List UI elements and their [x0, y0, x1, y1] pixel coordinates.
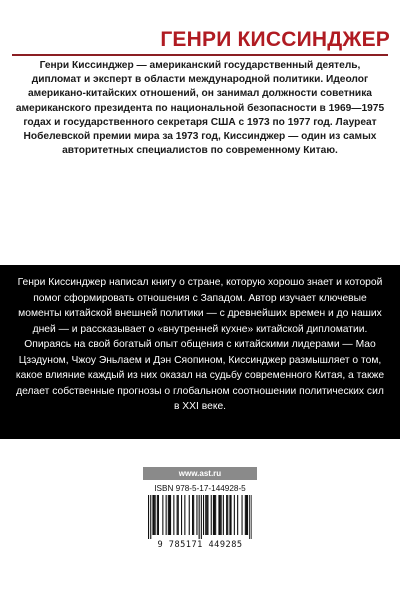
description-panel	[0, 265, 400, 439]
barcode-bar	[215, 495, 216, 535]
barcode-bar	[226, 495, 227, 535]
barcode-bar	[205, 495, 206, 535]
barcode-bar	[206, 495, 207, 535]
barcode-bar	[211, 495, 212, 535]
barcode-bar	[150, 495, 151, 539]
barcode-bar	[181, 495, 182, 535]
barcode-bar	[247, 495, 248, 535]
author-title: ГЕНРИ КИССИНДЖЕР	[160, 28, 390, 51]
barcode-bar	[213, 495, 214, 535]
barcode-bar	[214, 495, 215, 535]
barcode-bar	[193, 495, 194, 535]
barcode-bar	[223, 495, 224, 535]
publisher-url-strip	[143, 467, 257, 480]
barcode-bar	[192, 495, 193, 535]
barcode-bar	[170, 495, 171, 535]
barcode-bar	[173, 495, 174, 535]
barcode-bar	[168, 495, 169, 535]
barcode-bar	[246, 495, 247, 535]
barcode-bar	[249, 495, 250, 539]
barcode-bar	[245, 495, 246, 535]
barcode-bar	[203, 495, 204, 535]
ean-digits: 9 785171 449285	[157, 540, 243, 550]
barcode-bar	[251, 495, 252, 539]
barcode-bar	[220, 495, 221, 535]
barcode-bar	[207, 495, 208, 535]
isbn-label: ISBN 978-5-17-144928-5	[154, 484, 246, 493]
publisher-url: www.ast.ru	[178, 469, 222, 478]
barcode-bar	[229, 495, 230, 535]
barcode-bar	[237, 495, 238, 535]
barcode-bar	[218, 495, 219, 535]
barcode-bar	[199, 495, 200, 539]
barcode-bar	[231, 495, 232, 535]
barcode-bars	[148, 495, 252, 539]
barcode-bar	[221, 495, 222, 535]
barcode-bar	[189, 495, 190, 535]
barcode-bar	[166, 495, 167, 535]
title-divider	[12, 54, 388, 56]
barcode-bar	[184, 495, 185, 535]
barcode-block	[143, 467, 257, 564]
author-bio: Генри Киссинджер — американский государственный деятель, дипломат и эксперт в области международной политики. Идеолог американо-китайских отношений, он занимал должности советника американского президента по национальной безопасности в 1969—1975 годах и государственного секретаря США с 1973 по 1977 год. Лауреат Нобелевской премии мира за 1973 год, Киссинджер — один из самых авторитетных специалистов по современному Китаю.	[15, 60, 385, 157]
barcode-bar	[162, 495, 163, 535]
barcode-bar	[148, 495, 149, 539]
barcode-bar	[201, 495, 202, 539]
barcode-bar	[154, 495, 155, 535]
barcode-bar	[169, 495, 170, 535]
barcode-bar	[234, 495, 235, 535]
barcode-bar	[155, 495, 156, 535]
book-description: Генри Киссинджер написал книгу о стране, которую хорошо знает и которой помог сформировать отношения с Западом. Автор изучает ключевые моменты китайской внешней политики — с древнейших времен и до наших дней — и рассказывает о «внутренней кухне» китайской дипломатии. Опираясь на свой богатый опыт общения с китайскими лидерами — Мао Цзэдуном, Чжоу Эньлаем и Дэн Сяопином, Киссинджер размышляет о том, какое влияние каждый из них оказал на судьбу современного Китая, а также делает собственные прогнозы о глобальном соотношении политических сил в XXI веке.	[15, 277, 385, 412]
barcode-bar	[196, 495, 197, 535]
barcode-bar	[158, 495, 159, 535]
barcode-bar	[227, 495, 228, 535]
barcode-bar	[178, 495, 179, 535]
barcode-bar	[152, 495, 153, 535]
barcode-bar	[177, 495, 178, 535]
barcode-bar	[242, 495, 243, 535]
barcode-bar	[157, 495, 158, 535]
